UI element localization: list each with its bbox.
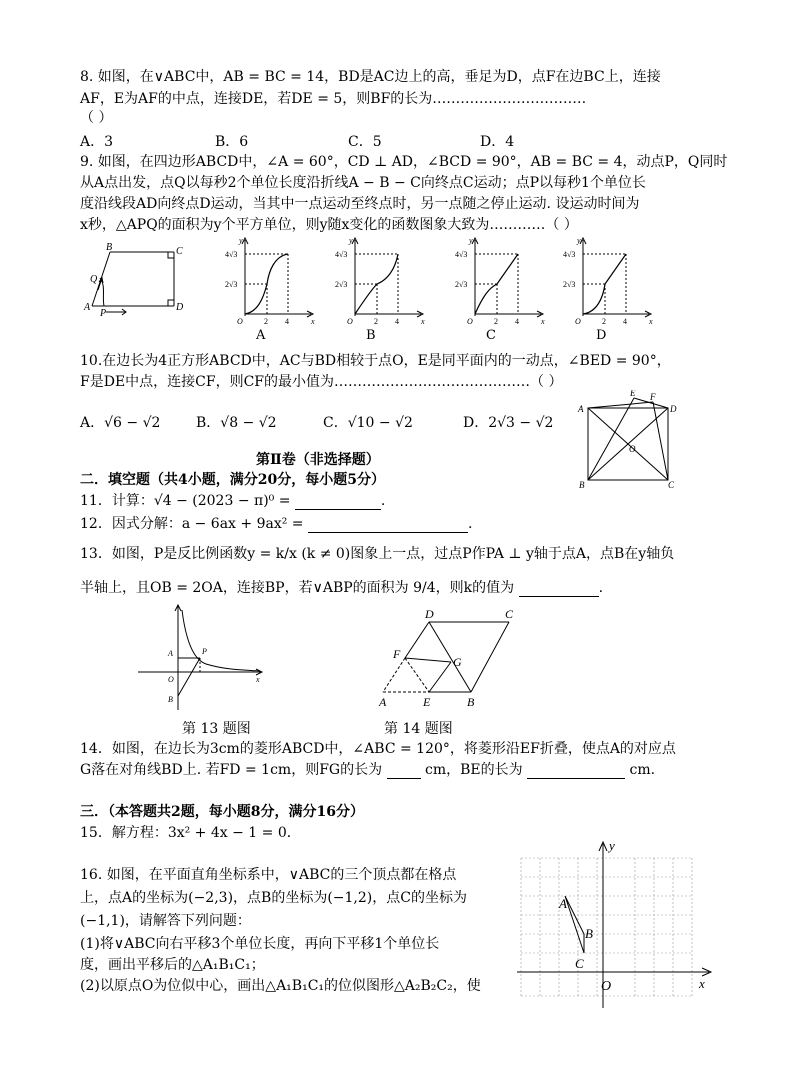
q13-hyperbola-figure [136,602,266,714]
q14-rhombus-figure [375,608,525,710]
q9-line4: x秒，△APQ的面积为y个平方单位，则y随x变化的函数图象大致为…………（ ） [80,217,578,233]
q14-line1: 14．如图，在边长为3cm的菱形ABCD中，∠ABC = 120°，将菱形沿EF折叠，使点A的对应点 [80,741,676,757]
q10-option-c: C．√10 − √2 [323,415,413,431]
svg-text:4: 4 [515,317,519,324]
svg-text:A: A [559,896,567,911]
q9-fig-label-p: P [100,308,107,318]
q16-line5: 度，画出平移后的△A₁B₁C₁； [80,957,265,973]
svg-text:x: x [256,675,260,684]
q14-be-answer-blank[interactable] [527,778,625,779]
svg-text:O: O [168,675,174,684]
svg-text:x: x [541,317,545,324]
svg-text:2: 2 [494,317,498,324]
svg-text:B: B [168,695,173,704]
q10-option-b: B．√8 − √2 [196,415,277,431]
svg-text:C: C [668,480,675,490]
q8-line2: AF，E为AF的中点，连接DE，若DE = 5，则BF的长为…………………………… [80,91,587,107]
svg-text:y: y [239,236,243,245]
svg-text:D: D [670,404,677,414]
q15-text: 15．解方程：3x² + 4x − 1 = 0． [80,825,301,841]
q9-fig-label-b: B [106,242,113,253]
q9-graph-label-a: A [256,328,266,343]
q9-fig-label-c: C [176,246,183,257]
svg-text:B: B [467,695,475,709]
q16-line6: (2)以原点O为位似中心，画出△A₁B₁C₁的位似图形△A₂B₂C₂，使 [80,978,481,994]
svg-text:B: B [579,480,585,490]
part2-section-header: 二．填空题（共4小题，满分20分，每小题5分） [80,472,385,488]
q16-line2: 上，点A的坐标为(−2,3)，点B的坐标为(−1,2)，点C的坐标为 [80,890,467,906]
svg-text:4: 4 [623,317,627,324]
q10-square-figure [576,390,680,494]
svg-text:G: G [453,655,462,669]
svg-text:2√3: 2√3 [335,280,348,289]
svg-text:O: O [467,317,473,324]
svg-text:O: O [237,317,243,324]
q9-graph-label-d: D [596,328,607,343]
q8-option-b: B．6 [215,134,249,150]
svg-text:y: y [609,838,615,853]
svg-text:4√3: 4√3 [225,250,238,259]
svg-text:P: P [202,647,207,656]
q9-graph-d [563,234,653,324]
svg-text:y: y [469,236,473,245]
svg-text:2√3: 2√3 [455,280,468,289]
q10-option-d: D．2√3 − √2 [463,415,554,431]
q13-line1: 13．如图，P是反比例函数y = k/x (k ≠ 0)图象上一点，过点P作PA ⊥ y轴于点A，点B在y轴负 [80,546,675,562]
q10-option-a: A．√6 − √2 [80,415,161,431]
q16-line3: (−1,1)，请解答下列问题： [80,913,251,929]
svg-text:O: O [347,317,353,324]
svg-text:x: x [421,317,425,324]
q8-option-d: D．4 [480,134,515,150]
q9-fig-label-a: A [84,302,91,313]
q9-fig-label-q: Q [90,274,98,285]
svg-text:D: D [425,608,434,621]
part2-title: 第Ⅱ卷（非选择题） [256,452,380,468]
q13-line2: 半轴上，且OB = 2OA，连接BP，若∨ABP的面积为 9/4，则k的值为 . [80,580,604,596]
q14-line2: G落在对角线BD上. 若FD = 1cm，则FG的长为 cm，BE的长为 cm. [80,762,656,778]
q11-answer-blank[interactable] [295,509,381,510]
q9-graph-a [225,234,315,324]
q9-graph-label-c: C [486,328,496,343]
svg-text:y: y [577,236,581,245]
q16-line4: (1)将∨ABC向右平移3个单位长度，再向下平移1个单位长 [80,936,440,952]
svg-text:O: O [601,979,612,994]
svg-text:y: y [349,236,353,245]
q11-text: 11．计算：√4 − (2023 − π)⁰ = . [80,493,386,509]
q9-line2: 从A点出发，点Q以每秒2个单位长度沿折线A − B − C向终点C运动；点P以每秒1个单位长 [80,175,646,191]
q8-line1: 8. 如图，在∨ABC中，AB = BC = 14，BD是AC边上的高，垂足为D，点F在边BC上，连接 [80,69,661,85]
svg-text:E: E [423,695,431,709]
q13-answer-blank[interactable] [519,596,599,597]
svg-text:2: 2 [264,317,268,324]
q9-fig-label-d: D [176,302,184,313]
svg-text:4√3: 4√3 [455,250,468,259]
svg-text:4: 4 [285,317,289,324]
svg-text:2√3: 2√3 [225,280,238,289]
svg-text:O: O [629,444,636,454]
q10-line2: F是DE中点，连接CF，则CF的最小值为……………………………………（ ） [80,374,563,390]
q12-answer-blank[interactable] [308,532,468,533]
q12-text: 12．因式分解：a − 6ax + 9ax² = . [80,516,473,532]
svg-text:C: C [575,956,584,971]
q14-fg-answer-blank[interactable] [387,778,421,779]
svg-text:2√3: 2√3 [563,280,576,289]
q16-line1: 16. 如图，在平面直角坐标系中，∨ABC的三个顶点都在格点 [80,867,457,883]
q8-line3: （ ） [80,110,113,126]
svg-text:A: A [168,649,173,658]
q9-graph-label-b: B [366,328,376,343]
svg-text:O: O [575,317,581,324]
q14-caption: 第 14 题图 [384,721,453,737]
svg-text:F: F [650,392,656,402]
svg-text:x: x [699,976,705,991]
q9-graph-b [335,234,425,324]
svg-text:4: 4 [395,317,399,324]
part3-section-header: 三．（本答题共2题，每小题8分，满分16分） [80,804,364,820]
svg-text:B: B [585,926,593,941]
svg-text:C: C [505,608,514,621]
svg-text:x: x [649,317,653,324]
q13-caption: 第 13 题图 [182,721,251,737]
q9-line1: 9. 如图，在四边形ABCD中，∠A = 60°，CD ⊥ AD，∠BCD = 90°，AB = BC = 4，动点P，Q同时 [80,154,728,170]
svg-text:2: 2 [374,317,378,324]
svg-text:A: A [578,404,584,414]
svg-text:A: A [379,695,387,709]
q8-option-a: A．3 [80,134,114,150]
q9-graph-c [455,234,545,324]
svg-text:2: 2 [602,317,606,324]
q10-line1: 10.在边长为4正方形ABCD中，AC与BD相较于点O，E是同平面内的一动点，∠BED = 90°， [80,353,671,369]
q9-quadrilateral-figure [80,238,190,318]
svg-text:F: F [393,647,401,661]
q9-line3: 度沿线段AD向终点D运动，当其中一点运动至终点时，另一点随之停止运动. 设运动时间为 [80,196,640,212]
q8-option-c: C．5 [348,134,382,150]
svg-text:E: E [630,390,636,398]
svg-text:4√3: 4√3 [335,250,348,259]
svg-text:x: x [311,317,315,324]
q16-coordinate-grid-figure [513,838,715,1012]
svg-text:4√3: 4√3 [563,250,576,259]
